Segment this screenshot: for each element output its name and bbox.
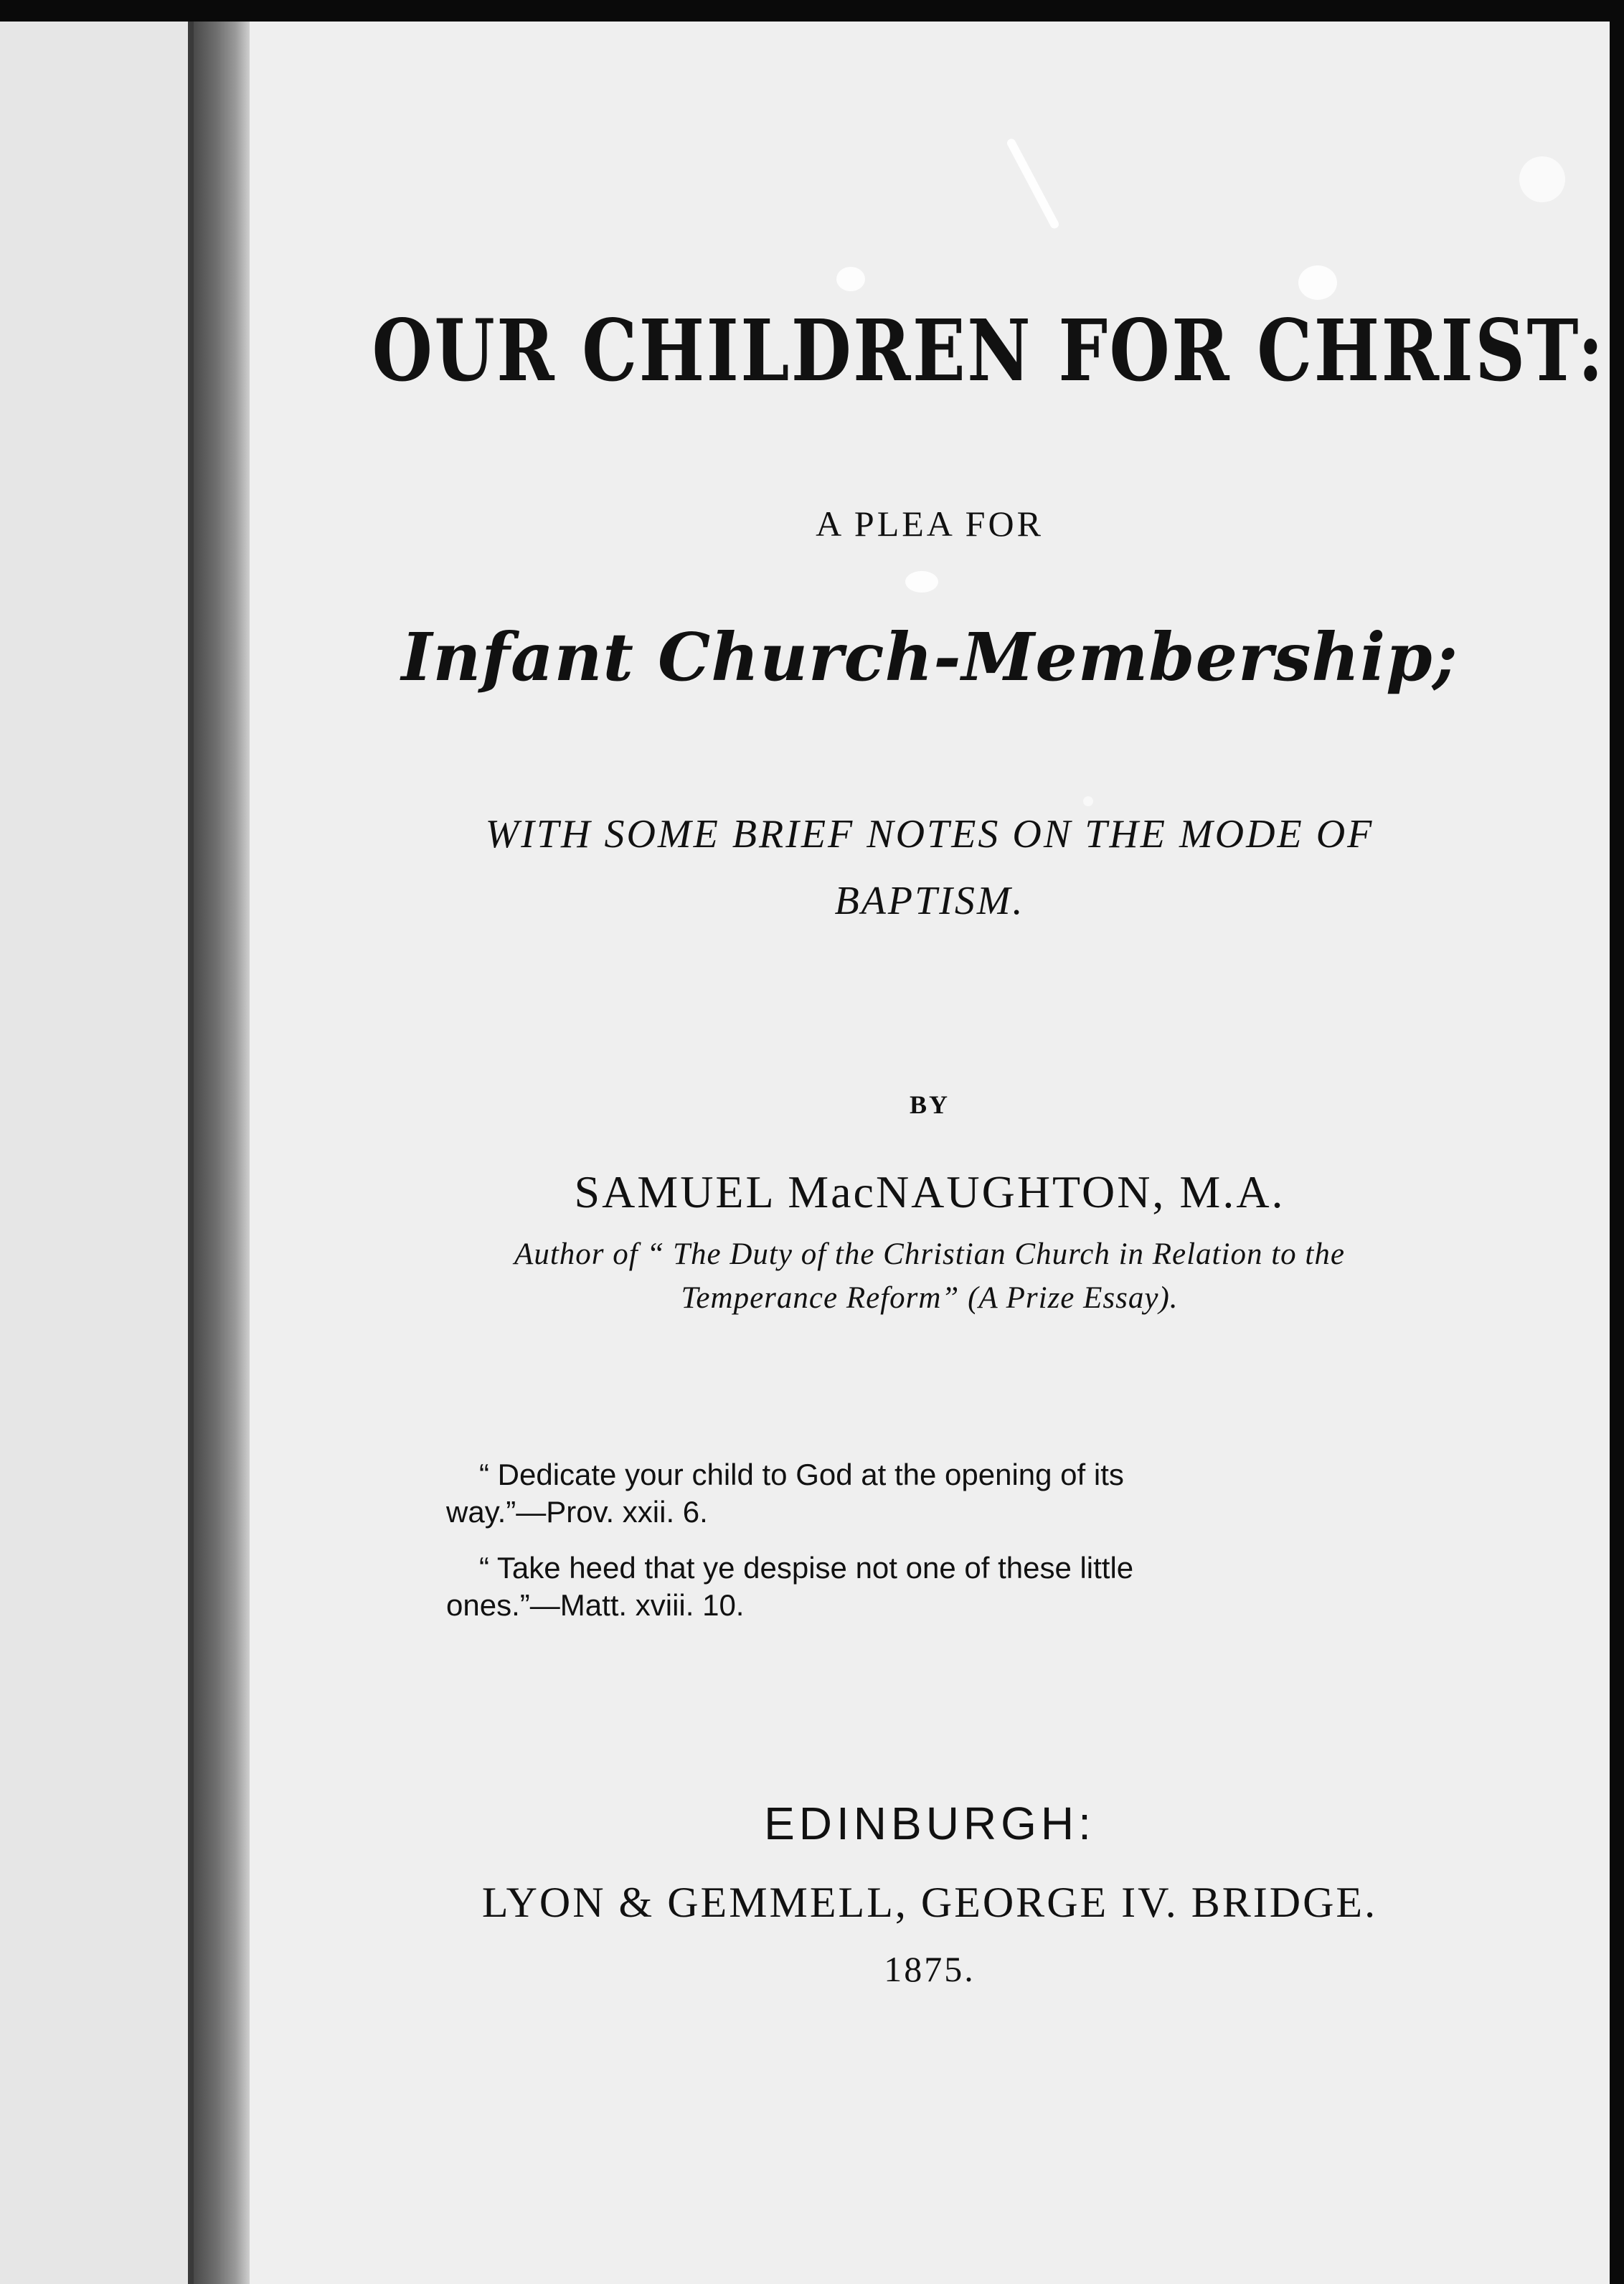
book-gutter-shadow bbox=[194, 22, 250, 2284]
author-credit-line2: Temperance Reform” (A Prize Essay). bbox=[681, 1281, 1179, 1315]
subtitle-notes-line2: BAPTISM. bbox=[834, 879, 1025, 923]
epigraph-line2: way.”—Prov. xxii. 6. bbox=[446, 1495, 708, 1529]
byline-label: BY bbox=[909, 1090, 950, 1119]
imprint-publisher: LYON & GEMMELL, GEORGE IV. BRIDGE. bbox=[481, 1879, 1378, 1926]
subtitle-plea: A PLEA FOR bbox=[816, 504, 1044, 544]
book-title: OUR CHILDREN FOR CHRIST: bbox=[372, 301, 1605, 400]
scan-top-border bbox=[0, 0, 1624, 22]
epigraph-line2: ones.”—Matt. xviii. 10. bbox=[446, 1588, 745, 1622]
paper-speck bbox=[1298, 265, 1337, 300]
epigraph-line1: “ Take heed that ye despise not one of these little bbox=[479, 1551, 1134, 1585]
scan-right-border bbox=[1610, 0, 1624, 2284]
epigraph-quote bbox=[446, 1549, 1293, 1624]
imprint-year: 1875. bbox=[884, 1949, 976, 1989]
subtitle-topic: Infant Church-Membership; bbox=[401, 618, 1458, 696]
epigraph-line1: “ Dedicate your child to God at the opening of its bbox=[479, 1458, 1124, 1491]
paper-speck bbox=[905, 571, 938, 593]
imprint-city: EDINBURGH: bbox=[764, 1798, 1095, 1849]
epigraph-quote bbox=[446, 1456, 1293, 1531]
facing-page-edge bbox=[0, 22, 192, 2284]
paper-speck bbox=[1083, 796, 1093, 806]
paper-speck bbox=[1519, 156, 1565, 202]
author-credit-line1: Author of “ The Duty of the Christian Church in Relation to the bbox=[514, 1237, 1345, 1271]
paper-speck bbox=[836, 267, 865, 291]
author-name: SAMUEL MacNAUGHTON, M.A. bbox=[574, 1166, 1285, 1217]
facing-page-shadow bbox=[188, 22, 194, 2284]
subtitle-notes-line1: WITH SOME BRIEF NOTES ON THE MODE OF bbox=[485, 812, 1374, 856]
